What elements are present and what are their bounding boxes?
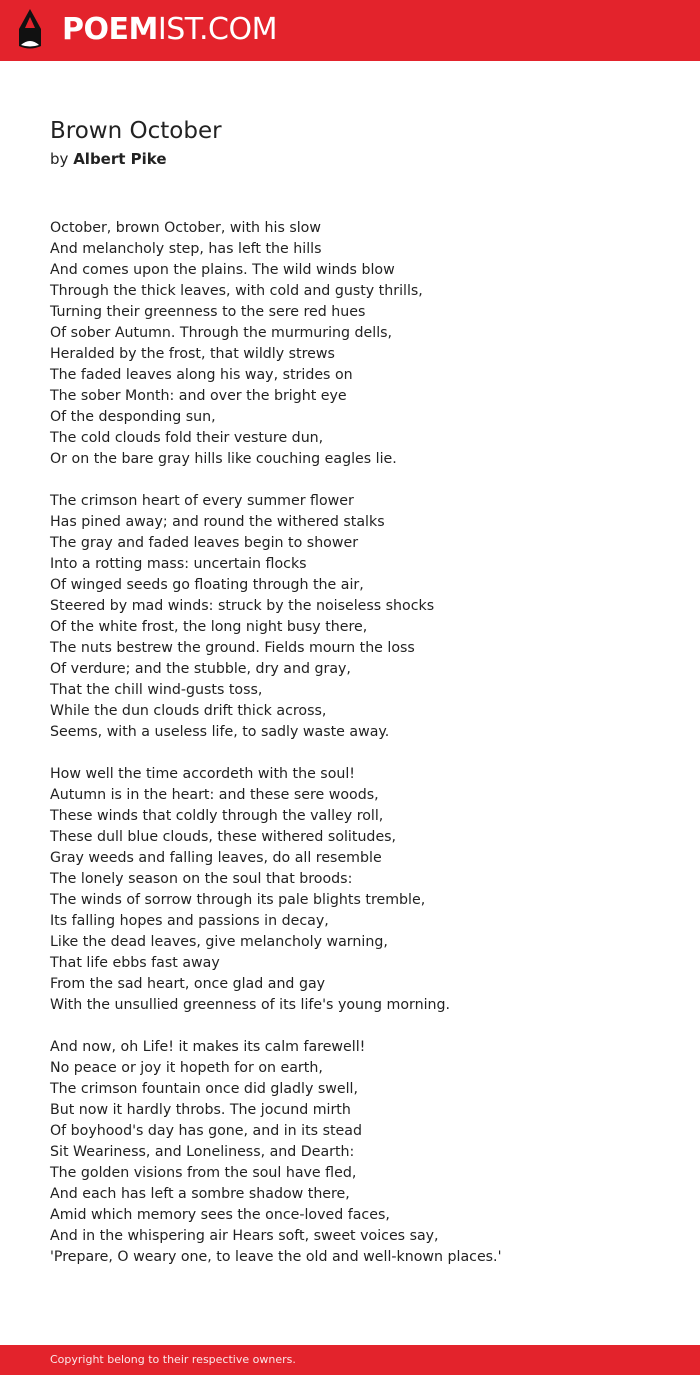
poem-line: That the chill wind-gusts toss, bbox=[50, 682, 263, 698]
poem-line: The cold clouds fold their vesture dun, bbox=[50, 430, 324, 446]
poem-line: Or on the bare gray hills like couching eagles lie. bbox=[50, 451, 397, 467]
poem-body bbox=[50, 218, 670, 1289]
poem-line: And melancholy step, has left the hills bbox=[50, 241, 322, 257]
poem-line: And each has left a sombre shadow there, bbox=[50, 1186, 350, 1202]
poem-byline bbox=[50, 148, 167, 170]
poem-line: Of winged seeds go floating through the air, bbox=[50, 577, 364, 593]
poem-line: And comes upon the plains. The wild winds blow bbox=[50, 262, 395, 278]
poem-title: Brown October bbox=[50, 118, 222, 144]
poem-line: Sit Weariness, and Loneliness, and Dearth: bbox=[50, 1144, 355, 1160]
poem-line: Into a rotting mass: uncertain flocks bbox=[50, 556, 307, 572]
poem-line: Gray weeds and falling leaves, do all resemble bbox=[50, 850, 382, 866]
poem-line: And in the whispering air Hears soft, sweet voices say, bbox=[50, 1228, 439, 1244]
poem-stanza-4 bbox=[50, 1037, 670, 1268]
poem-line: Like the dead leaves, give melancholy warning, bbox=[50, 934, 388, 950]
poem-line: While the dun clouds drift thick across, bbox=[50, 703, 327, 719]
site-header bbox=[0, 0, 700, 61]
pen-nib-icon[interactable] bbox=[17, 9, 43, 51]
poem-line: Steered by mad winds: struck by the noiseless shocks bbox=[50, 598, 435, 614]
poem-author: Albert Pike bbox=[73, 150, 167, 168]
poem-line: These winds that coldly through the valley roll, bbox=[50, 808, 384, 824]
copyright-notice: Copyright belong to their respective owners. bbox=[50, 1353, 296, 1366]
poem-line: The golden visions from the soul have fled, bbox=[50, 1165, 357, 1181]
site-logo[interactable] bbox=[62, 12, 277, 48]
poem-line: Through the thick leaves, with cold and gusty thrills, bbox=[50, 283, 423, 299]
site-footer bbox=[0, 1345, 700, 1375]
poem-line: Seems, with a useless life, to sadly waste away. bbox=[50, 724, 390, 740]
poem-line: The nuts bestrew the ground. Fields mourn the loss bbox=[50, 640, 415, 656]
poem-line: With the unsullied greenness of its life's young morning. bbox=[50, 997, 451, 1013]
poem-line: These dull blue clouds, these withered solitudes, bbox=[50, 829, 397, 845]
poem-line: October, brown October, with his slow bbox=[50, 220, 321, 236]
poem-line: That life ebbs fast away bbox=[50, 955, 220, 971]
by-label: by bbox=[50, 150, 69, 168]
poem-stanza-3 bbox=[50, 764, 670, 1016]
poem-line: Of boyhood's day has gone, and in its stead bbox=[50, 1123, 362, 1139]
poem-line: Of the white frost, the long night busy there, bbox=[50, 619, 368, 635]
poem-line: The gray and faded leaves begin to shower bbox=[50, 535, 359, 551]
poem-line: The winds of sorrow through its pale blights tremble, bbox=[50, 892, 426, 908]
logo-wordmark-light: IST.COM bbox=[157, 12, 277, 47]
poem-line: From the sad heart, once glad and gay bbox=[50, 976, 326, 992]
poem-line: How well the time accordeth with the soul! bbox=[50, 766, 355, 782]
poem-line: Autumn is in the heart: and these sere woods, bbox=[50, 787, 379, 803]
poem-line: Heralded by the frost, that wildly strews bbox=[50, 346, 335, 362]
poem-line: Turning their greenness to the sere red hues bbox=[50, 304, 366, 320]
poem-line: Has pined away; and round the withered stalks bbox=[50, 514, 385, 530]
poem-line: The crimson fountain once did gladly swell, bbox=[50, 1081, 359, 1097]
poem-line: Of the desponding sun, bbox=[50, 409, 216, 425]
poem-stanza-1 bbox=[50, 218, 670, 470]
poem-line: 'Prepare, O weary one, to leave the old and well-known places.' bbox=[50, 1249, 502, 1265]
poem-line: Of sober Autumn. Through the murmuring dells, bbox=[50, 325, 393, 341]
poem-line: Of verdure; and the stubble, dry and gray, bbox=[50, 661, 351, 677]
poem-line: The lonely season on the soul that broods: bbox=[50, 871, 353, 887]
poem-line: The sober Month: and over the bright eye bbox=[50, 388, 347, 404]
poem-line: The faded leaves along his way, strides on bbox=[50, 367, 353, 383]
poem-line: Its falling hopes and passions in decay, bbox=[50, 913, 329, 929]
poem-line: The crimson heart of every summer flower bbox=[50, 493, 354, 509]
logo-wordmark-strong: POEM bbox=[62, 12, 158, 47]
poem-line: Amid which memory sees the once-loved faces, bbox=[50, 1207, 390, 1223]
poem-stanza-2 bbox=[50, 491, 670, 743]
poem-line: But now it hardly throbs. The jocund mirth bbox=[50, 1102, 351, 1118]
poem-line: No peace or joy it hopeth for on earth, bbox=[50, 1060, 323, 1076]
poem-line: And now, oh Life! it makes its calm farewell! bbox=[50, 1039, 366, 1055]
